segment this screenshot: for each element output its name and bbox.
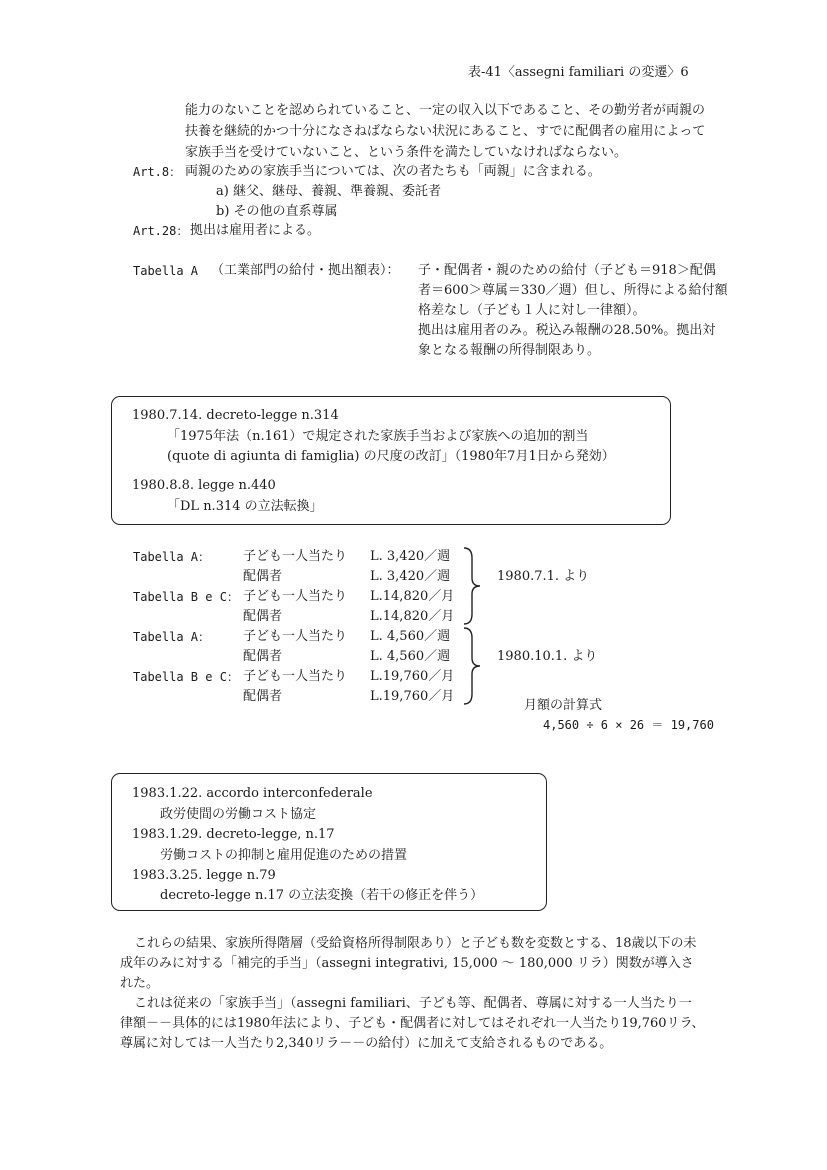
conclusion-line: 律額－－具体的には1980年法により、子ども・配偶者に対してはそれぞれ一人当たり19,760リラ、 <box>120 1016 705 1031</box>
rates-table-name: Tabella A： <box>133 550 211 564</box>
intro-line: 家族手当を受けていないこと、という条件を満たしていなければならない。 <box>185 145 628 160</box>
rates-recipient: 配偶者 <box>243 649 283 664</box>
rates-amount: L.14,820／月 <box>370 589 455 604</box>
box-1983-line: 労働コストの抑制と雇用促進のための措置 <box>160 848 408 863</box>
conclusion-line: 尊属に対しては一人当たり2,340リラ－－の給付）に加えて支給されるものである。 <box>120 1036 613 1051</box>
article-28-text: 拠出は雇用者による。 <box>190 223 321 238</box>
tabella-a-line: 格差なし（子ども１人に対し一律額）。 <box>418 303 646 318</box>
rates-recipient: 配偶者 <box>243 689 283 704</box>
box-1980-line: 1980.8.8. legge n.440 <box>132 478 276 493</box>
conclusion-line: これは従来の「家族手当」（assegni familiari、子ども等、配偶者、尊属に対する一人当たり一 <box>134 996 692 1011</box>
box-1980-line: 「1975年法（n.161）で規定された家族手当および家族への追加的割当 <box>167 429 589 444</box>
rates-amount: L. 3,420／週 <box>370 569 451 584</box>
box-1983-line: 1983.3.25. legge n.79 <box>132 868 276 883</box>
tabella-a-line: 者＝600＞尊属＝330／週）但し、所得による給付額 <box>418 283 728 298</box>
rates-recipient: 配偶者 <box>243 609 283 624</box>
article-8-label: Art.8： <box>133 165 182 179</box>
article-8-text: 両親のための家族手当については、次の者たちも「両親」に含まれる。 <box>185 164 601 179</box>
tabella-a-line: 拠出は雇用者のみ。税込み報酬の28.50%。拠出対 <box>418 323 716 338</box>
formula-label: 月額の計算式 <box>524 698 603 713</box>
right-brace-icon <box>460 626 484 706</box>
box-1983-line: 1983.1.22. accordo interconfederale <box>132 786 373 801</box>
page-header: 表-41〈assegni familiari の変遷〉6 <box>468 65 689 80</box>
box-1983-line: 政労使間の労働コスト協定 <box>160 807 317 822</box>
box-1980-line: 「DL n.314 の立法転換」 <box>167 499 323 514</box>
rates-recipient: 子ども一人当たり <box>243 629 348 644</box>
legislation-box-1980 <box>111 396 671 525</box>
legislation-box-1983 <box>111 773 547 911</box>
rates-recipient: 子ども一人当たり <box>243 669 348 684</box>
tabella-a-title: （工業部門の給付・拠出額表）： <box>211 263 400 278</box>
article-8-item-b: b) その他の直系尊属 <box>216 204 338 219</box>
box-1980-line: (quote di agiunta di famiglia) の尺度の改訂」（1980年7月1日から発効） <box>167 449 615 464</box>
rates-recipient: 子ども一人当たり <box>243 589 348 604</box>
rates-recipient: 子ども一人当たり <box>243 549 348 564</box>
rates-table-name: Tabella A： <box>133 630 211 644</box>
rates-amount: L.19,760／月 <box>370 669 455 684</box>
rates-amount: L.19,760／月 <box>370 689 455 704</box>
tabella-a-line: 象となる報酬の所得制限あり。 <box>418 343 601 358</box>
article-8-item-a: a) 継父、継母、養親、準養親、委託者 <box>216 184 441 199</box>
box-1983-line: 1983.1.29. decreto-legge, n.17 <box>132 827 335 842</box>
rates-recipient: 配偶者 <box>243 569 283 584</box>
intro-line: 能力のないことを認められていること、一定の収入以下であること、その勤労者が両親の <box>185 103 706 118</box>
tabella-a-label: Tabella A <box>133 264 199 278</box>
intro-line: 扶養を継続的かつ十分になさねばならない状況にあること、すでに配偶者の雇用によって <box>185 124 706 139</box>
rates-amount: L. 3,420／週 <box>370 549 451 564</box>
conclusion-line: れた。 <box>120 976 160 991</box>
rates-amount: L. 4,560／週 <box>370 629 451 644</box>
formula-expression: 4,560 ÷ 6 × 26 ＝ 19,760 <box>543 718 714 732</box>
rates-table-name: Tabella B e C： <box>133 670 239 684</box>
article-28-label: Art.28： <box>133 224 189 238</box>
box-1980-line: 1980.7.14. decreto-legge n.314 <box>132 408 339 423</box>
rates-amount: L. 4,560／週 <box>370 649 451 664</box>
right-brace-icon <box>460 546 484 626</box>
box-1983-line: decreto-legge n.17 の立法変換（若干の修正を伴う） <box>160 888 484 903</box>
rates-amount: L.14,820／月 <box>370 609 455 624</box>
effective-date-2: 1980.10.1. より <box>497 649 598 664</box>
tabella-a-line: 子・配偶者・親のための給付（子ども＝918＞配偶 <box>418 263 716 278</box>
rates-table-name: Tabella B e C： <box>133 590 239 604</box>
conclusion-line: 成年のみに対する「補完的手当」（assegni integrativi, 15,000 ～ 180,000 リラ）関数が導入さ <box>120 956 694 971</box>
effective-date-1: 1980.7.1. より <box>497 569 590 584</box>
conclusion-line: これらの結果、家族所得階層（受給資格所得制限あり）と子ども数を変数とする、18歳以下の未 <box>134 936 697 951</box>
